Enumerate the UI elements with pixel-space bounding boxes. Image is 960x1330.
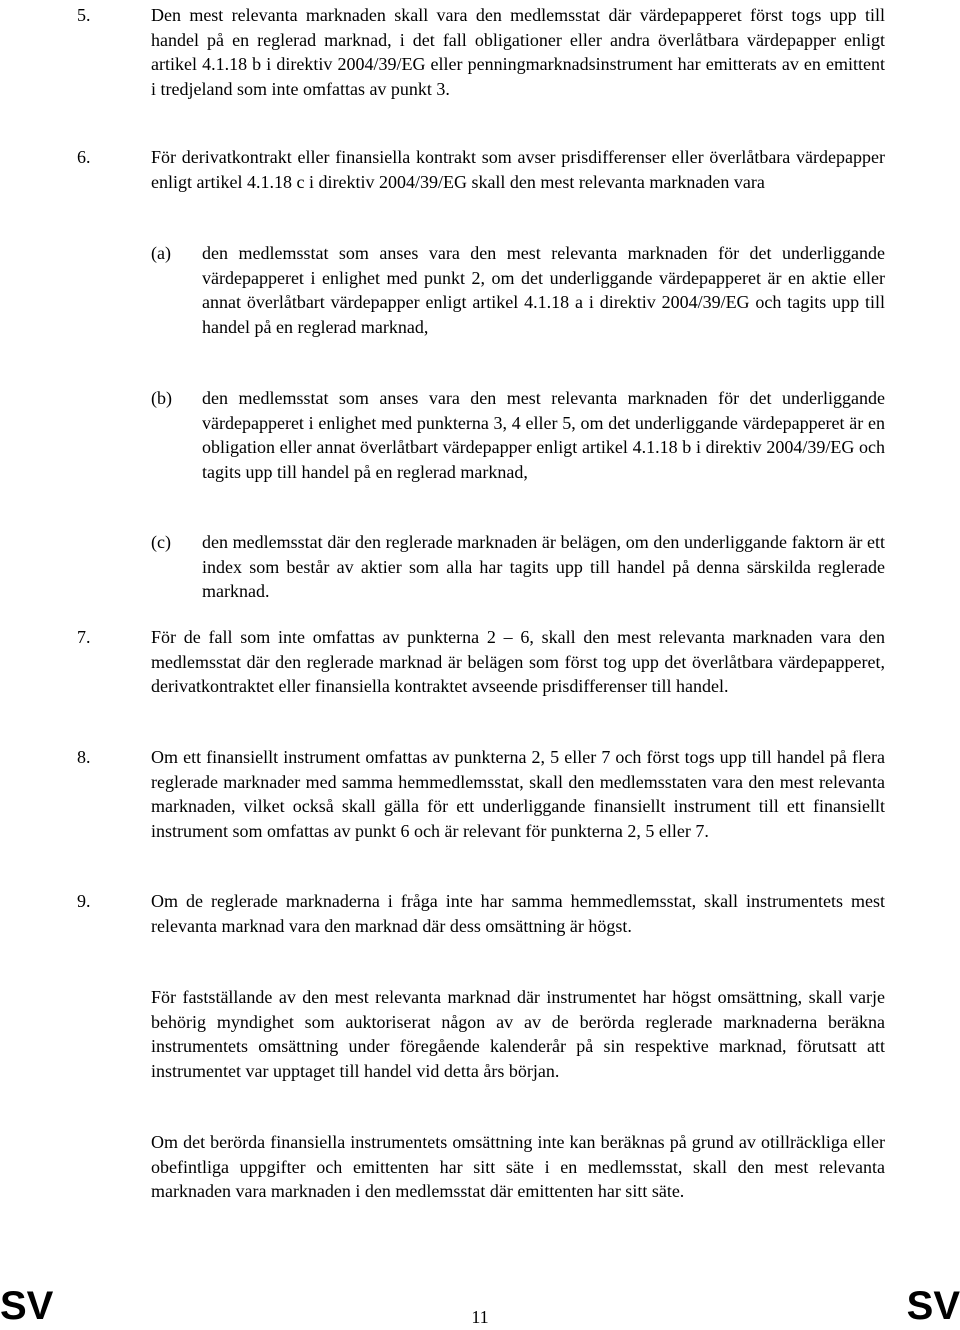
item-9-number: 9. bbox=[77, 891, 91, 911]
item-6a-text: den medlemsstat som anses vara den mest relevanta marknaden för det underliggande värdepapperet i enlighet med punkt 2, om det underliggande värdepapperet är en aktie eller annat överlåtbart värdepapper enligt artikel 4.1.18 a i direktiv 2004/39/EG och tagits upp till handel på en reglerad marknad, bbox=[202, 243, 885, 337]
item-9-continuation-1: För fastställande av den mest relevanta marknad där instrumentet har högst omsättning, skall varje behörig myndighet som auktoriserat någon av av de berörda reglerade marknaderna beräkna instrumentets omsättning under föregående kalenderår på sin respektive marknad, förutsatt att instrumentet var upptaget till handel vid detta års början. bbox=[151, 987, 885, 1081]
footer-language-right: SV bbox=[906, 1284, 960, 1328]
item-9-continuation-2: Om det berörda finansiella instrumentets omsättning inte kan beräknas på grund av otillräckliga eller obefintliga uppgifter och emittenten har sitt säte i en medlemsstat, skall den mest relevanta marknaden vara marknaden i den medlemsstat där emittenten har sitt säte. bbox=[151, 1132, 885, 1202]
item-5-number: 5. bbox=[77, 5, 91, 25]
page-number: 11 bbox=[471, 1307, 489, 1327]
item-7-text: För de fall som inte omfattas av punkterna 2 – 6, skall den mest relevanta marknaden vara den medlemsstat där den reglerade marknad är belägen som först tog upp det överlåtbara värdepapperet, derivatkontraktet eller finansiella kontraktet avseende prisdifferenser till handel. bbox=[151, 627, 885, 697]
item-7-number: 7. bbox=[77, 627, 91, 647]
item-6b-text: den medlemsstat som anses vara den mest relevanta marknaden för det underliggande värdepapperet i enlighet med punkterna 3, 4 eller 5, om det underliggande värdepapperet är en obligation eller annat överlåtbart värdepapper enligt artikel 4.1.18 b i direktiv 2004/39/EG och tagits upp till handel på en reglerad marknad, bbox=[202, 388, 885, 482]
item-9-text: Om de reglerade marknaderna i fråga inte har samma hemmedlemsstat, skall instrumentets mest relevanta marknad vara den marknad där dess omsättning är högst. bbox=[151, 891, 885, 936]
item-6a-label: (a) bbox=[151, 243, 171, 263]
item-6-number: 6. bbox=[77, 147, 91, 167]
item-5-text: Den mest relevanta marknaden skall vara den medlemsstat där värdepapperet först togs upp till handel på en reglerad marknad, i det fall obligationer eller andra överlåtbara värdepapper enligt artikel 4.1.18 b i direktiv 2004/39/EG eller penningmarknadsinstrument har emitterats av en emittent i tredjeland som inte omfattas av punkt 3. bbox=[151, 5, 885, 99]
item-6b-label: (b) bbox=[151, 388, 172, 408]
item-8-number: 8. bbox=[77, 747, 91, 767]
item-6c-text: den medlemsstat där den reglerade marknaden är belägen, om den underliggande faktorn är ett index som består av aktier som alla har tagits upp till handel på denna särskilda reglerade marknad. bbox=[202, 532, 885, 602]
footer-language-left: SV bbox=[0, 1284, 54, 1328]
item-6-text: För derivatkontrakt eller finansiella kontrakt som avser prisdifferenser eller överlåtbara värdepapper enligt artikel 4.1.18 c i direktiv 2004/39/EG skall den mest relevanta marknaden vara bbox=[151, 147, 885, 192]
item-8-text: Om ett finansiellt instrument omfattas av punkterna 2, 5 eller 7 och först togs upp till handel på flera reglerade marknader med samma hemmedlemsstat, skall den medlemsstaten vara den mest relevanta marknaden, vilket också skall gälla för ett underliggande finansiellt instrument till ett finansiellt instrument som omfattas av punkt 6 och är relevant för punkterna 2, 5 eller 7. bbox=[151, 747, 885, 841]
item-6c-label: (c) bbox=[151, 532, 171, 552]
